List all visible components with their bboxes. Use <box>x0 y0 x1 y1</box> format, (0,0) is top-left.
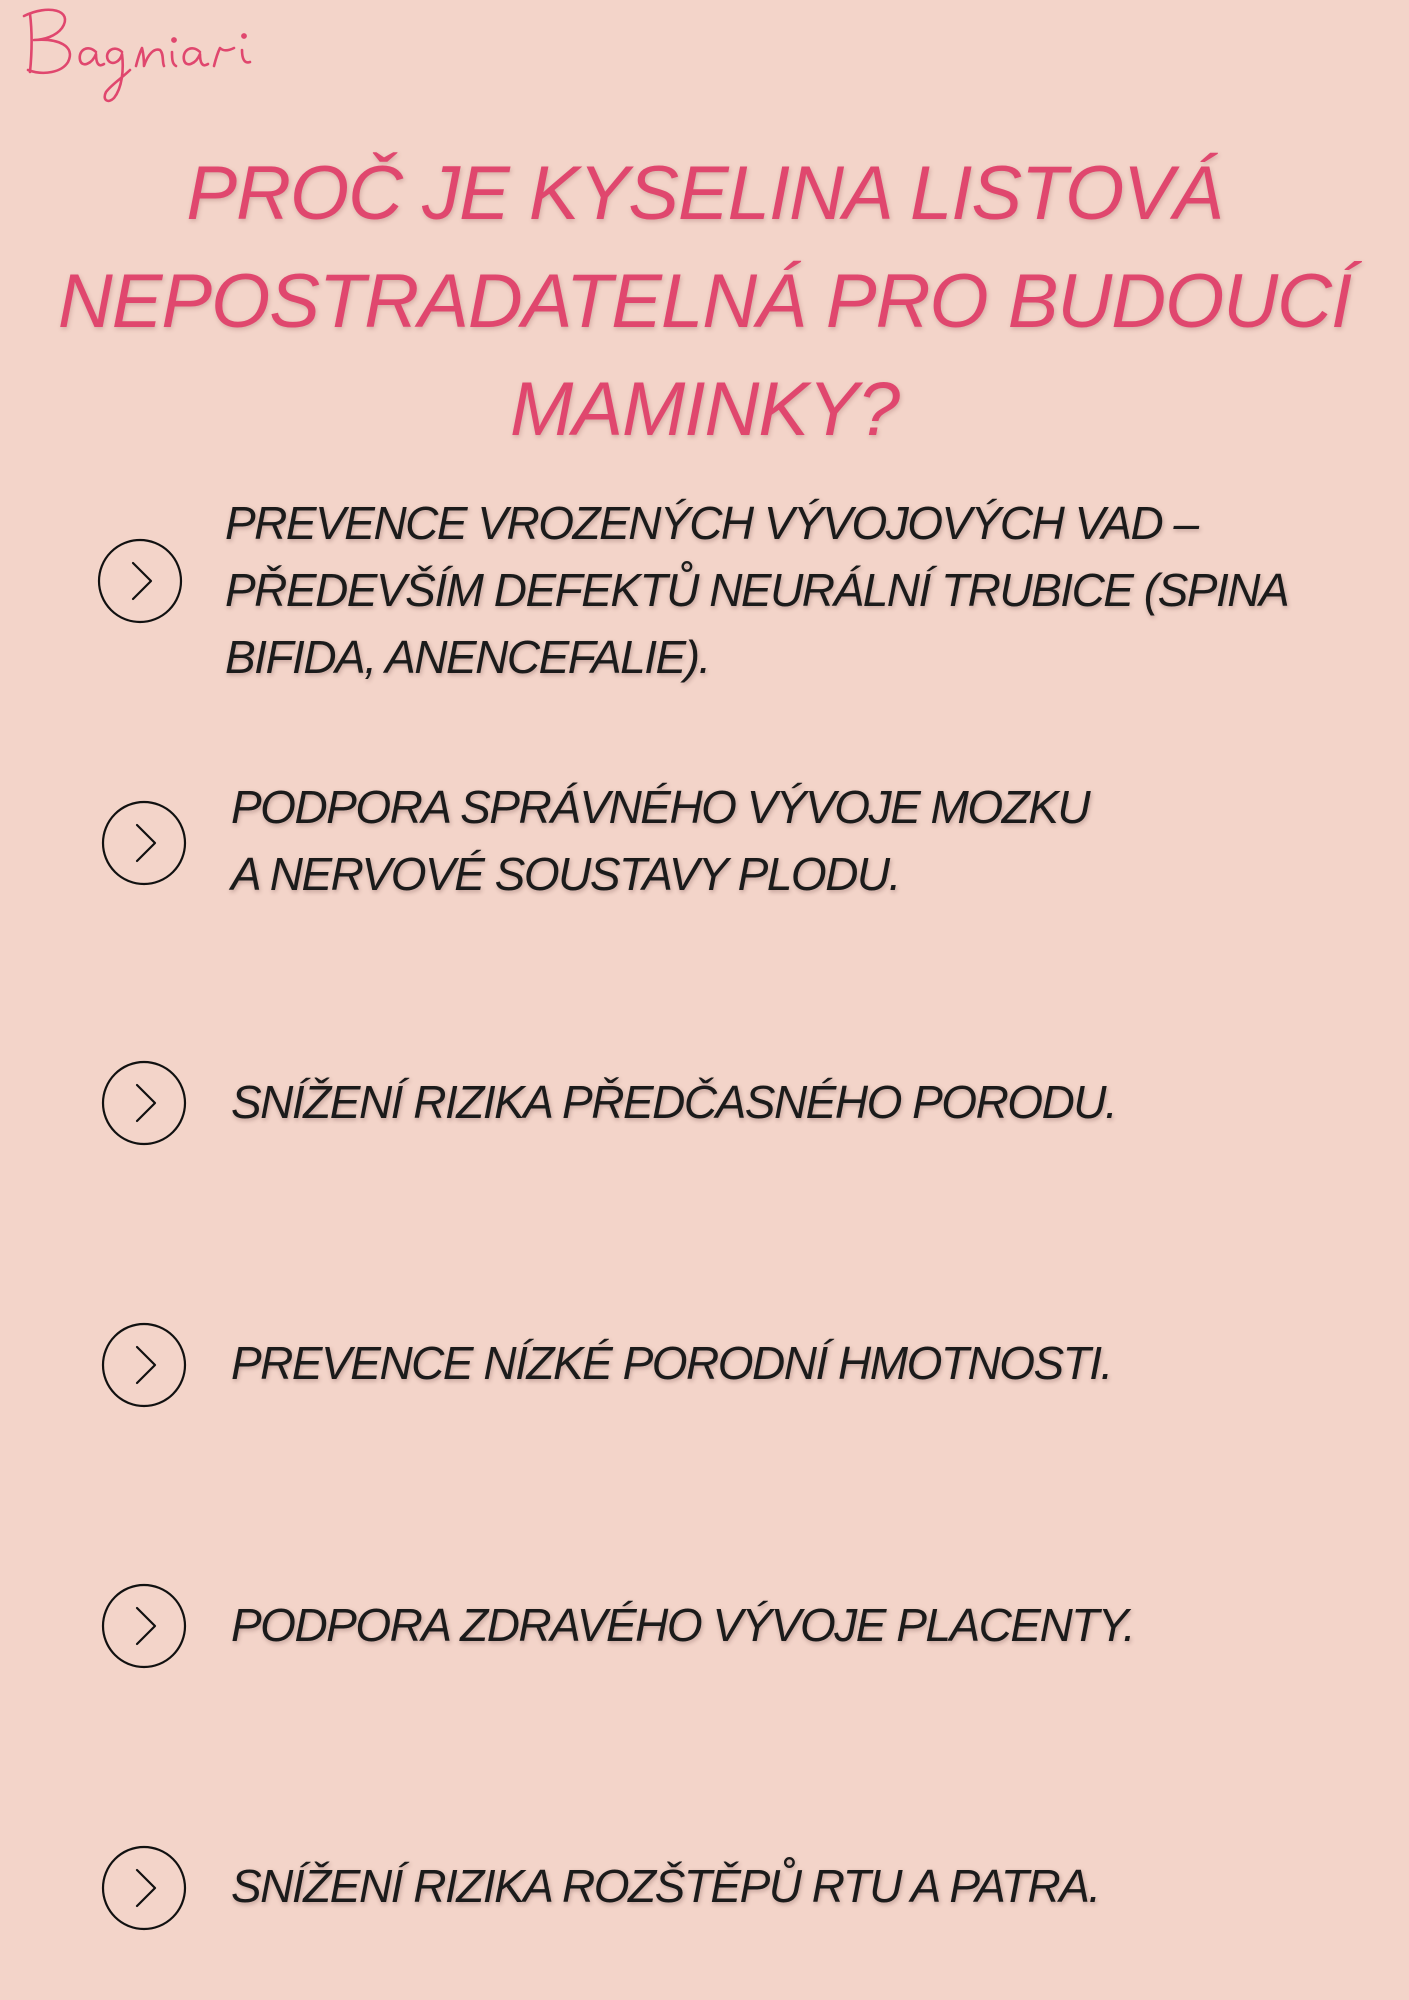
title-line: PROČ JE KYSELINA LISTOVÁ <box>186 151 1223 236</box>
title-line: NEPOSTRADATELNÁ PRO BUDOUCÍ <box>57 259 1352 344</box>
title-line: MAMINKY? <box>510 367 899 452</box>
chevron-right-circle-icon <box>101 1060 187 1146</box>
brand-logo <box>18 0 288 110</box>
item-text: PREVENCE VROZENÝCH VÝVOJOVÝCH VAD – PŘEDEVŠÍM DEFEKTŮ NEURÁLNÍ TRUBICE (SPINA BIFIDA, ANENCEFALIE). <box>225 497 1289 683</box>
item-text: PODPORA ZDRAVÉHO VÝVOJE PLACENTY. <box>231 1599 1135 1651</box>
chevron-right-circle-icon <box>101 1845 187 1931</box>
chevron-right-circle-icon <box>101 1583 187 1669</box>
item-text: PODPORA SPRÁVNÉHO VÝVOJE MOZKU A NERVOVÉ SOUSTAVY PLODU. <box>231 781 1090 900</box>
item-text: PREVENCE NÍZKÉ PORODNÍ HMOTNOSTI. <box>231 1337 1112 1389</box>
chevron-right-circle-icon <box>101 800 187 886</box>
item-text: SNÍŽENÍ RIZIKA PŘEDČASNÉHO PORODU. <box>231 1076 1117 1128</box>
chevron-right-circle-icon <box>101 1322 187 1408</box>
chevron-right-circle-icon <box>97 538 183 624</box>
page-title <box>0 140 1409 464</box>
item-text: SNÍŽENÍ RIZIKA ROZŠTĚPŮ RTU A PATRA. <box>231 1860 1100 1912</box>
